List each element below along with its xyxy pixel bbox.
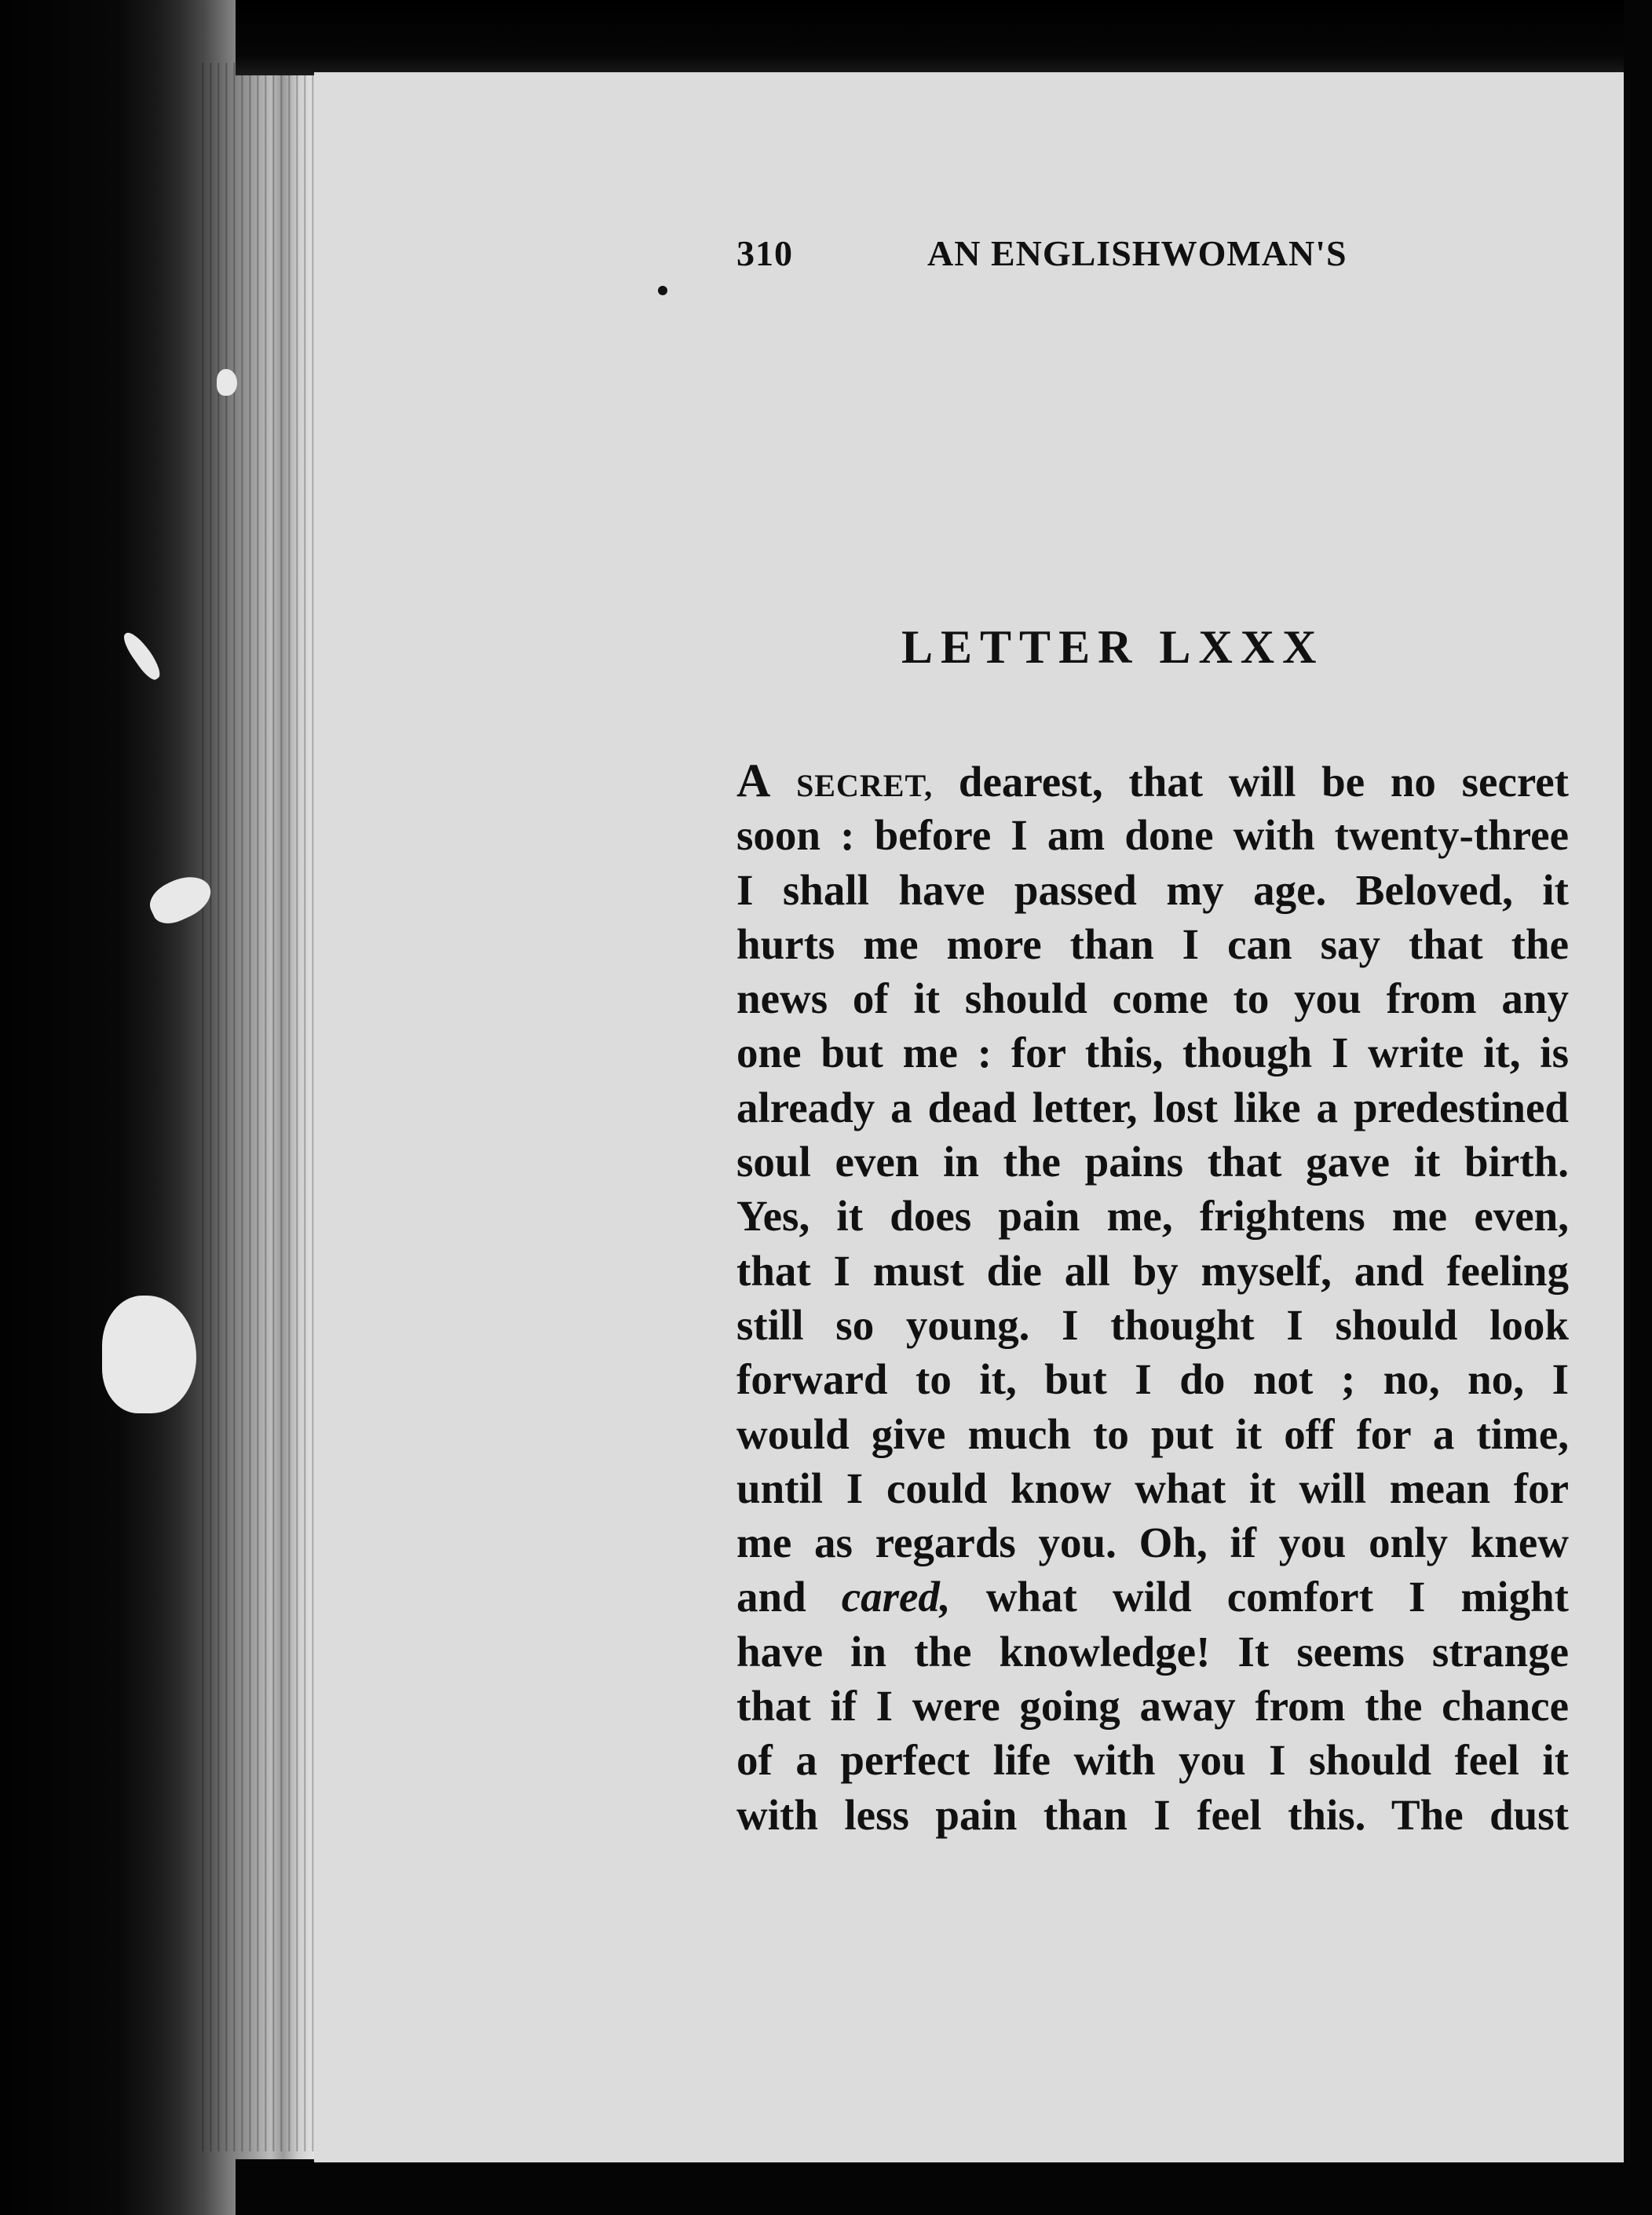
ink-speck bbox=[658, 286, 667, 295]
text-line bbox=[736, 1570, 1569, 1624]
page-number: 310 bbox=[736, 233, 793, 273]
text-line: soon : before I am done with twenty-three bbox=[736, 811, 1569, 860]
letter-heading: LETTER LXXX bbox=[901, 621, 1325, 673]
text-line: Yes, it does pain me, frightens me even, bbox=[736, 1192, 1569, 1241]
opening-small-caps: SECRET, bbox=[796, 768, 934, 803]
text-line: would give much to put it off for a time, bbox=[736, 1409, 1569, 1458]
page-edges bbox=[196, 63, 314, 2151]
running-title: AN ENGLISHWOMAN'S bbox=[927, 233, 1347, 273]
scan-border-top bbox=[236, 0, 1652, 75]
line-text: and bbox=[736, 1573, 842, 1621]
text-line: with less pain than I feel this. The dust bbox=[736, 1790, 1569, 1839]
text-line: I shall have passed my age. Beloved, it bbox=[736, 865, 1569, 914]
text-line: of a perfect life with you I should feel it bbox=[736, 1736, 1569, 1785]
scan-border-right bbox=[1624, 0, 1652, 2215]
text-line: that I must die all by myself, and feeling bbox=[736, 1246, 1569, 1295]
letter-body bbox=[736, 754, 1569, 1842]
running-head bbox=[736, 232, 1412, 280]
text-line: me as regards you. Oh, if you only knew bbox=[736, 1519, 1569, 1567]
line-text: what wild comfort I might bbox=[950, 1573, 1569, 1621]
text-line bbox=[736, 754, 1569, 808]
paper-damage-spot bbox=[217, 369, 237, 396]
text-line: one but me : for this, though I write it, is bbox=[736, 1029, 1569, 1077]
text-line: until I could know what it will mean for bbox=[736, 1464, 1569, 1512]
text-line: news of it should come to you from any bbox=[736, 974, 1569, 1023]
opening-initial: A bbox=[736, 755, 771, 806]
text-line: that if I were going away from the chance bbox=[736, 1682, 1569, 1731]
line-text: dearest, that will be no secret bbox=[933, 758, 1569, 806]
italic-word: cared, bbox=[841, 1573, 951, 1621]
text-line: hurts me more than I can say that the bbox=[736, 919, 1569, 968]
text-line: soul even in the pains that gave it birth. bbox=[736, 1138, 1569, 1186]
text-line: already a dead letter, lost like a predestined bbox=[736, 1083, 1569, 1131]
text-line: still so young. I thought I should look bbox=[736, 1300, 1569, 1349]
text-line: have in the knowledge! It seems strange bbox=[736, 1627, 1569, 1676]
scan-border-bottom bbox=[236, 2159, 1652, 2215]
text-line: forward to it, but I do not ; no, no, I bbox=[736, 1355, 1569, 1404]
